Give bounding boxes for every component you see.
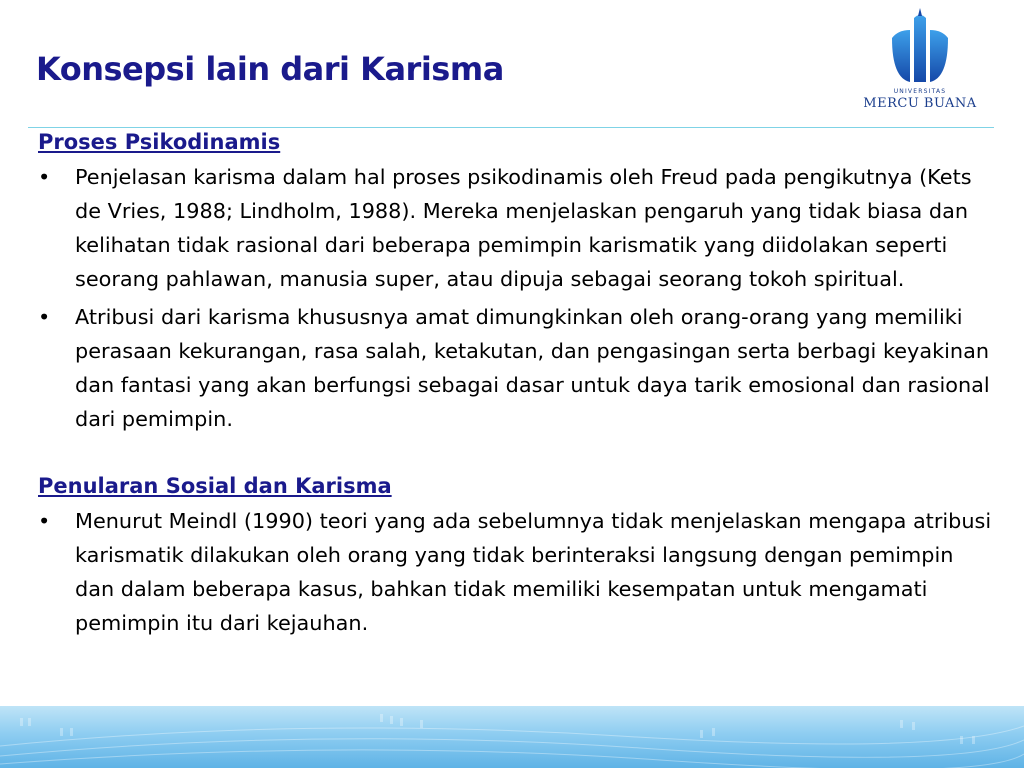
slide-title: Konsepsi lain dari Karisma: [36, 50, 504, 88]
bullet-item: [38, 300, 998, 436]
section-heading-penularan-sosial: Penularan Sosial dan Karisma: [38, 474, 392, 498]
bullet-list-psikodinamis: [38, 160, 998, 436]
bullet-list-penularan-sosial: [38, 504, 998, 640]
footer-decoration: [0, 706, 1024, 768]
bullet-icon: •: [38, 305, 51, 329]
bullet-item: [38, 504, 998, 640]
bullet-text: Menurut Meindl (1990) teori yang ada sebelumnya tidak menjelaskan mengapa atribusi karismatik dilakukan oleh orang yang tidak berinteraksi langsung dengan pemimpin dan dalam beberapa kasus, bahkan tidak memiliki kesempatan untuk mengamati pemimpin itu dari kejauhan.: [75, 509, 992, 635]
bullet-text: Penjelasan karisma dalam hal proses psikodinamis oleh Freud pada pengikutnya (Kets de Vries, 1988; Lindholm, 1988). Mereka menjelaskan pengaruh yang tidak biasa dan kelihatan tidak rasional dari beberapa pemimpin karismatik yang diidolakan seperti seorang pahlawan, manusia super, atau dipuja sebagai seorang tokoh spiritual.: [75, 165, 972, 291]
logo-emblem-icon: [886, 8, 954, 88]
bullet-icon: •: [38, 509, 51, 533]
bullet-text: Atribusi dari karisma khususnya amat dimungkinkan oleh orang-orang yang memiliki perasaan kekurangan, rasa salah, ketakutan, dan pengasingan serta berbagi keyakinan dan fantasi yang akan berfungsi sebagai dasar untuk daya tarik emosional dan rasional dari pemimpin.: [75, 305, 990, 431]
logo-name: MERCU BUANA: [863, 96, 977, 111]
section-spacer: [38, 440, 998, 468]
bullet-item: [38, 160, 998, 296]
bullet-icon: •: [38, 165, 51, 189]
section-heading-psikodinamis: Proses Psikodinamis: [38, 130, 281, 154]
university-logo: [858, 8, 982, 112]
slide-content: [38, 124, 998, 644]
binary-pattern-icon: [0, 706, 1024, 768]
logo-tagline: UNIVERSITAS: [893, 88, 947, 95]
